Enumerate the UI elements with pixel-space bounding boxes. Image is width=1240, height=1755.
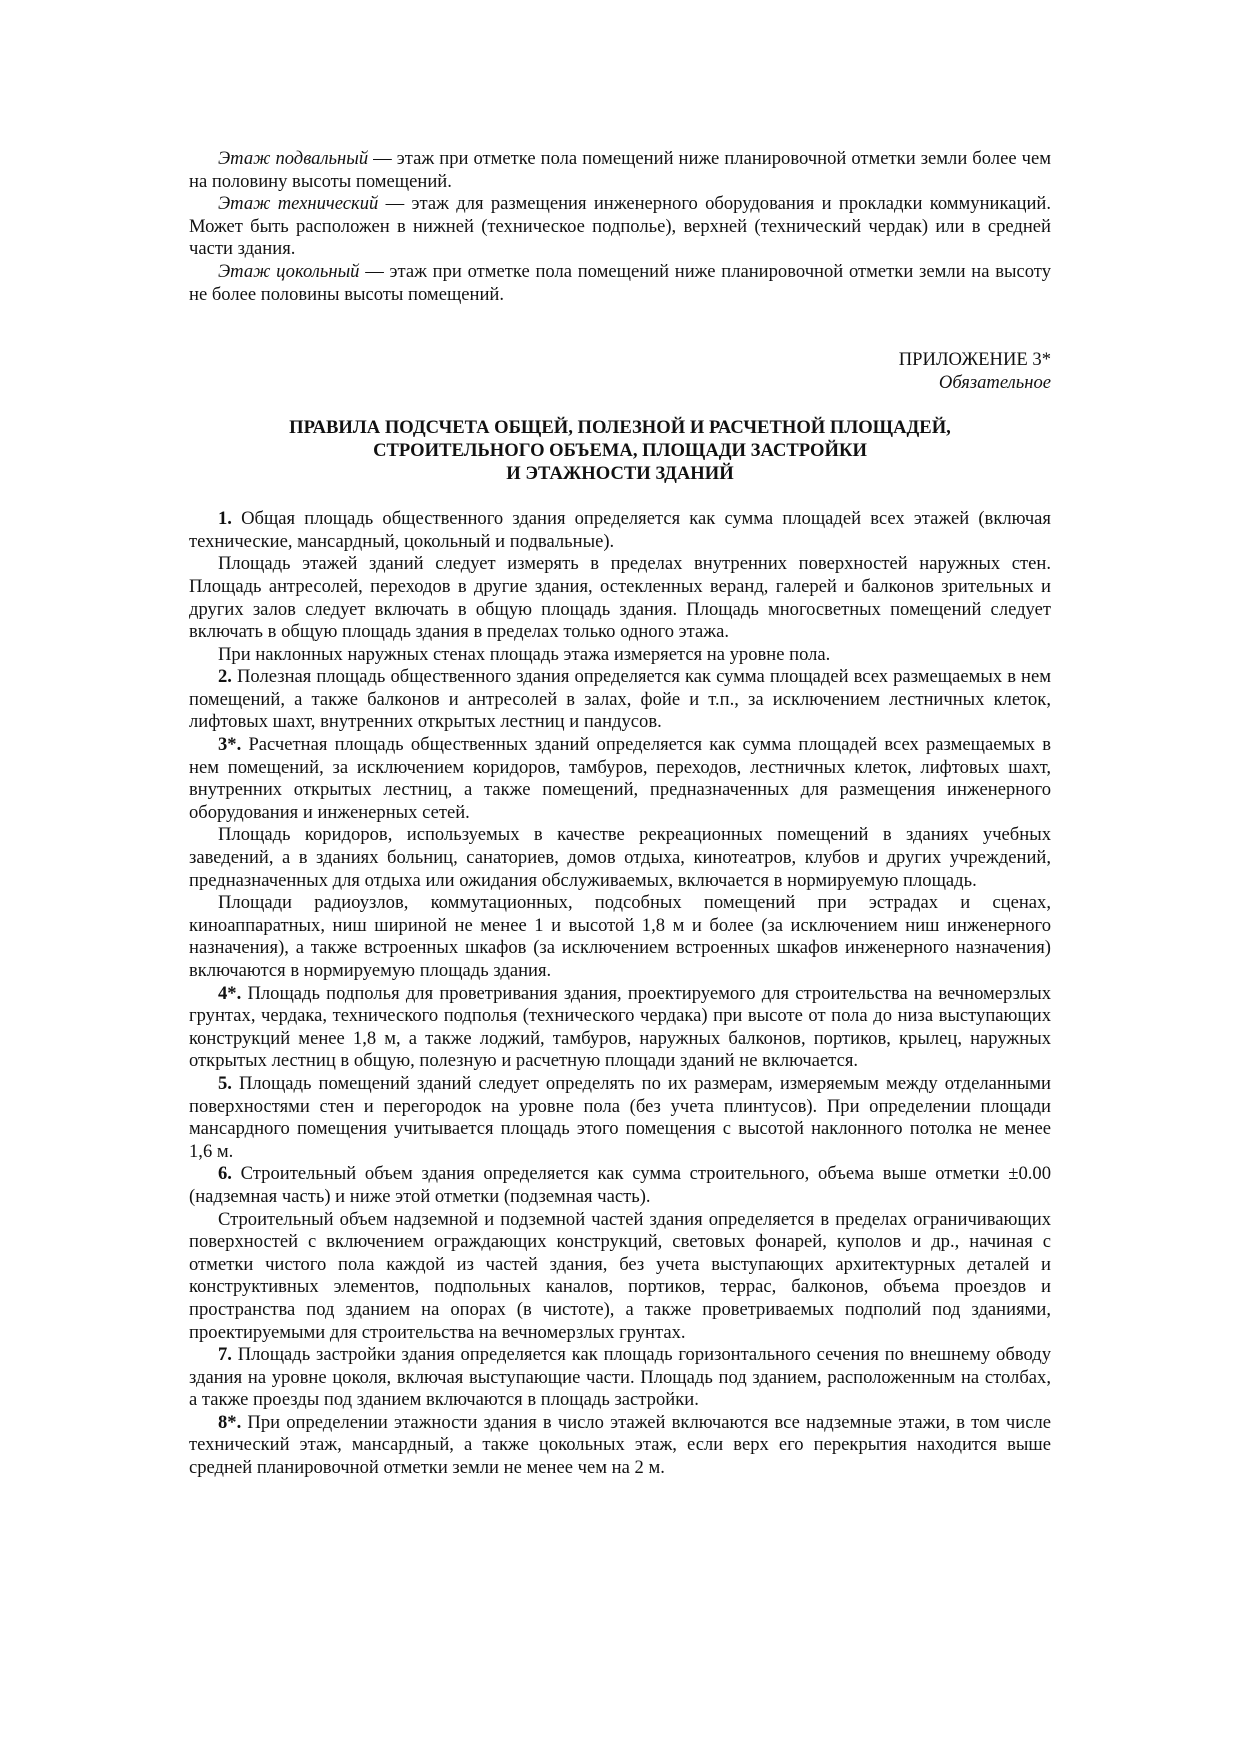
title-line: И ЭТАЖНОСТИ ЗДАНИЙ	[506, 462, 734, 484]
rule-paragraph	[189, 1073, 1051, 1163]
rule-text: Строительный объем здания определяется как сумма строительного, объема выше отметки ±0.00 (надземная часть) и ниже этой отметки (подземная часть).	[189, 1163, 1051, 1207]
appendix-status: Обязательное	[938, 371, 1051, 393]
rules-section	[189, 508, 1051, 1480]
rule-text: Общая площадь общественного здания определяется как сумма площадей всех этажей (включая технические, мансардный, цокольный и подвальные).	[189, 508, 1051, 552]
definition-term: Этаж подвальный	[218, 148, 369, 169]
rule-paragraph	[189, 983, 1051, 1073]
definition-paragraph	[189, 193, 1051, 261]
rule-number: 4*.	[218, 982, 242, 1004]
rule-paragraph	[189, 892, 1051, 982]
definitions-section	[189, 148, 1051, 306]
rule-paragraph	[189, 666, 1051, 734]
definition-paragraph	[189, 148, 1051, 193]
rule-paragraph	[189, 644, 1051, 667]
rule-number: 2.	[218, 666, 232, 688]
rule-text: При наклонных наружных стенах площадь этажа измеряется на уровне пола.	[218, 643, 831, 665]
title-line: СТРОИТЕЛЬНОГО ОБЪЕМА, ПЛОЩАДИ ЗАСТРОЙКИ	[373, 439, 867, 461]
appendix-header	[189, 349, 1051, 394]
rule-paragraph	[189, 1163, 1051, 1208]
rule-text: Площадь помещений зданий следует определять по их размерам, измеряемым между отделанными поверхностями стен и перегородок на уровне пола (без учета плинтусов). При определении площади мансардного помещения учитывается площадь этого помещения с высотой наклонного потолка не менее 1,6 м.	[189, 1072, 1051, 1162]
definition-term: Этаж технический	[218, 193, 379, 215]
rule-paragraph	[189, 553, 1051, 643]
rule-paragraph	[189, 1344, 1051, 1412]
rule-number: 1.	[218, 508, 232, 530]
rule-text: Площадь подполья для проветривания здания, проектируемого для строительства на вечномерзлых грунтах, чердака, технического подполья (технического чердака) при высоте от пола до низа выступающих конструкций менее 1,8 м, а также лоджий, тамбуров, наружных балконов, портиков, крылец, наружных открытых лестниц в общую, полезную и расчетную площади зданий не включается.	[189, 982, 1051, 1072]
definition-text: — этаж при отметке пола помещений ниже планировочной отметки земли на высоту не более половины высоты помещений.	[189, 260, 1051, 305]
rule-number: 8*.	[218, 1411, 242, 1433]
rule-number: 5.	[218, 1072, 232, 1094]
appendix-label: ПРИЛОЖЕНИЕ 3*	[898, 349, 1051, 371]
rule-paragraph	[189, 1412, 1051, 1480]
section-title	[189, 417, 1051, 485]
rule-text: Полезная площадь общественного здания определяется как сумма площадей всех размещаемых в нем помещений, а также балконов и антресолей в залах, фойе и т.п., за исключением лестничных клеток, лифтовых шахт, внутренних открытых лестниц и пандусов.	[189, 666, 1051, 733]
rule-text: Расчетная площадь общественных зданий определяется как сумма площадей всех размещаемых в нем помещений, за исключением коридоров, тамбуров, переходов, лестничных клеток, лифтовых шахт, внутренних открытых лестниц, а также помещений, предназначенных для размещения инженерного оборудования и инженерных сетей.	[189, 734, 1051, 823]
rule-paragraph	[189, 824, 1051, 892]
rule-number: 7.	[218, 1344, 232, 1366]
rule-number: 3*.	[218, 734, 242, 756]
document-page	[189, 148, 1051, 1480]
rule-paragraph	[189, 734, 1051, 824]
rule-text: При определении этажности здания в число этажей включаются все надземные этажи, в том числе технический этаж, мансардный, а также цокольных этаж, если верх его перекрытия находится выше средней планировочной отметки земли не менее чем на 2 м.	[189, 1411, 1051, 1479]
rule-number: 6.	[218, 1163, 232, 1185]
definition-text: — этаж для размещения инженерного оборудования и прокладки коммуникаций. Может быть расположен в нижней (техническое подполье), верхней (технический чердак) или в средней части здания.	[189, 193, 1052, 260]
rule-paragraph	[189, 508, 1051, 553]
definition-term: Этаж цокольный	[218, 260, 360, 282]
rule-text: Площади радиоузлов, коммутационных, подсобных помещений при эстрадах и сценах, киноаппаратных, ниш шириной не менее 1 и высотой 1,8 м и более (за исключением ниш инженерного назначения), а также встроенных шкафов (за исключением встроенных шкафов инженерного назначения) включаются в нормируемую площадь здания.	[189, 892, 1051, 981]
rule-text: Площадь коридоров, используемых в качестве рекреационных помещений в зданиях учебных заведений, а в зданиях больниц, санаториев, домов отдыха, кинотеатров, клубов и других учреждений, предназначенных для отдыха или ожидания обслуживаемых, включается в нормируемую площадь.	[189, 824, 1051, 891]
title-line: ПРАВИЛА ПОДСЧЕТА ОБЩЕЙ, ПОЛЕЗНОЙ И РАСЧЕТНОЙ ПЛОЩАДЕЙ,	[289, 417, 951, 439]
definition-text: — этаж при отметке пола помещений ниже планировочной отметки земли более чем на половину высоты помещений.	[189, 148, 1052, 192]
definition-paragraph	[189, 261, 1051, 306]
rule-text: Площадь застройки здания определяется как площадь горизонтального сечения по внешнему обводу здания на уровне цоколя, включая выступающие части. Площадь под зданием, расположенным на столбах, а также проезды под зданием включаются в площадь застройки.	[189, 1344, 1051, 1411]
rule-text: Строительный объем надземной и подземной частей здания определяется в пределах ограничивающих поверхностей с включением ограждающих конструкций, световых фонарей, куполов и др., начиная с отметки чистого пола каждой из частей здания, без учета выступающих архитектурных деталей и конструктивных элементов, подпольных каналов, портиков, террас, балконов, объема проездов и пространства под зданием на опорах (в чистоте), а также проветриваемых подполий под зданиями, проектируемыми для строительства на вечномерзлых грунтах.	[189, 1208, 1051, 1343]
rule-paragraph	[189, 1209, 1051, 1345]
rule-text: Площадь этажей зданий следует измерять в пределах внутренних поверхностей наружных стен. Площадь антресолей, переходов в другие здания, остекленных веранд, галерей и балконов зрительных и других залов следует включать в общую площадь здания. Площадь многосветных помещений следует включать в общую площадь здания в пределах только одного этажа.	[189, 553, 1051, 643]
